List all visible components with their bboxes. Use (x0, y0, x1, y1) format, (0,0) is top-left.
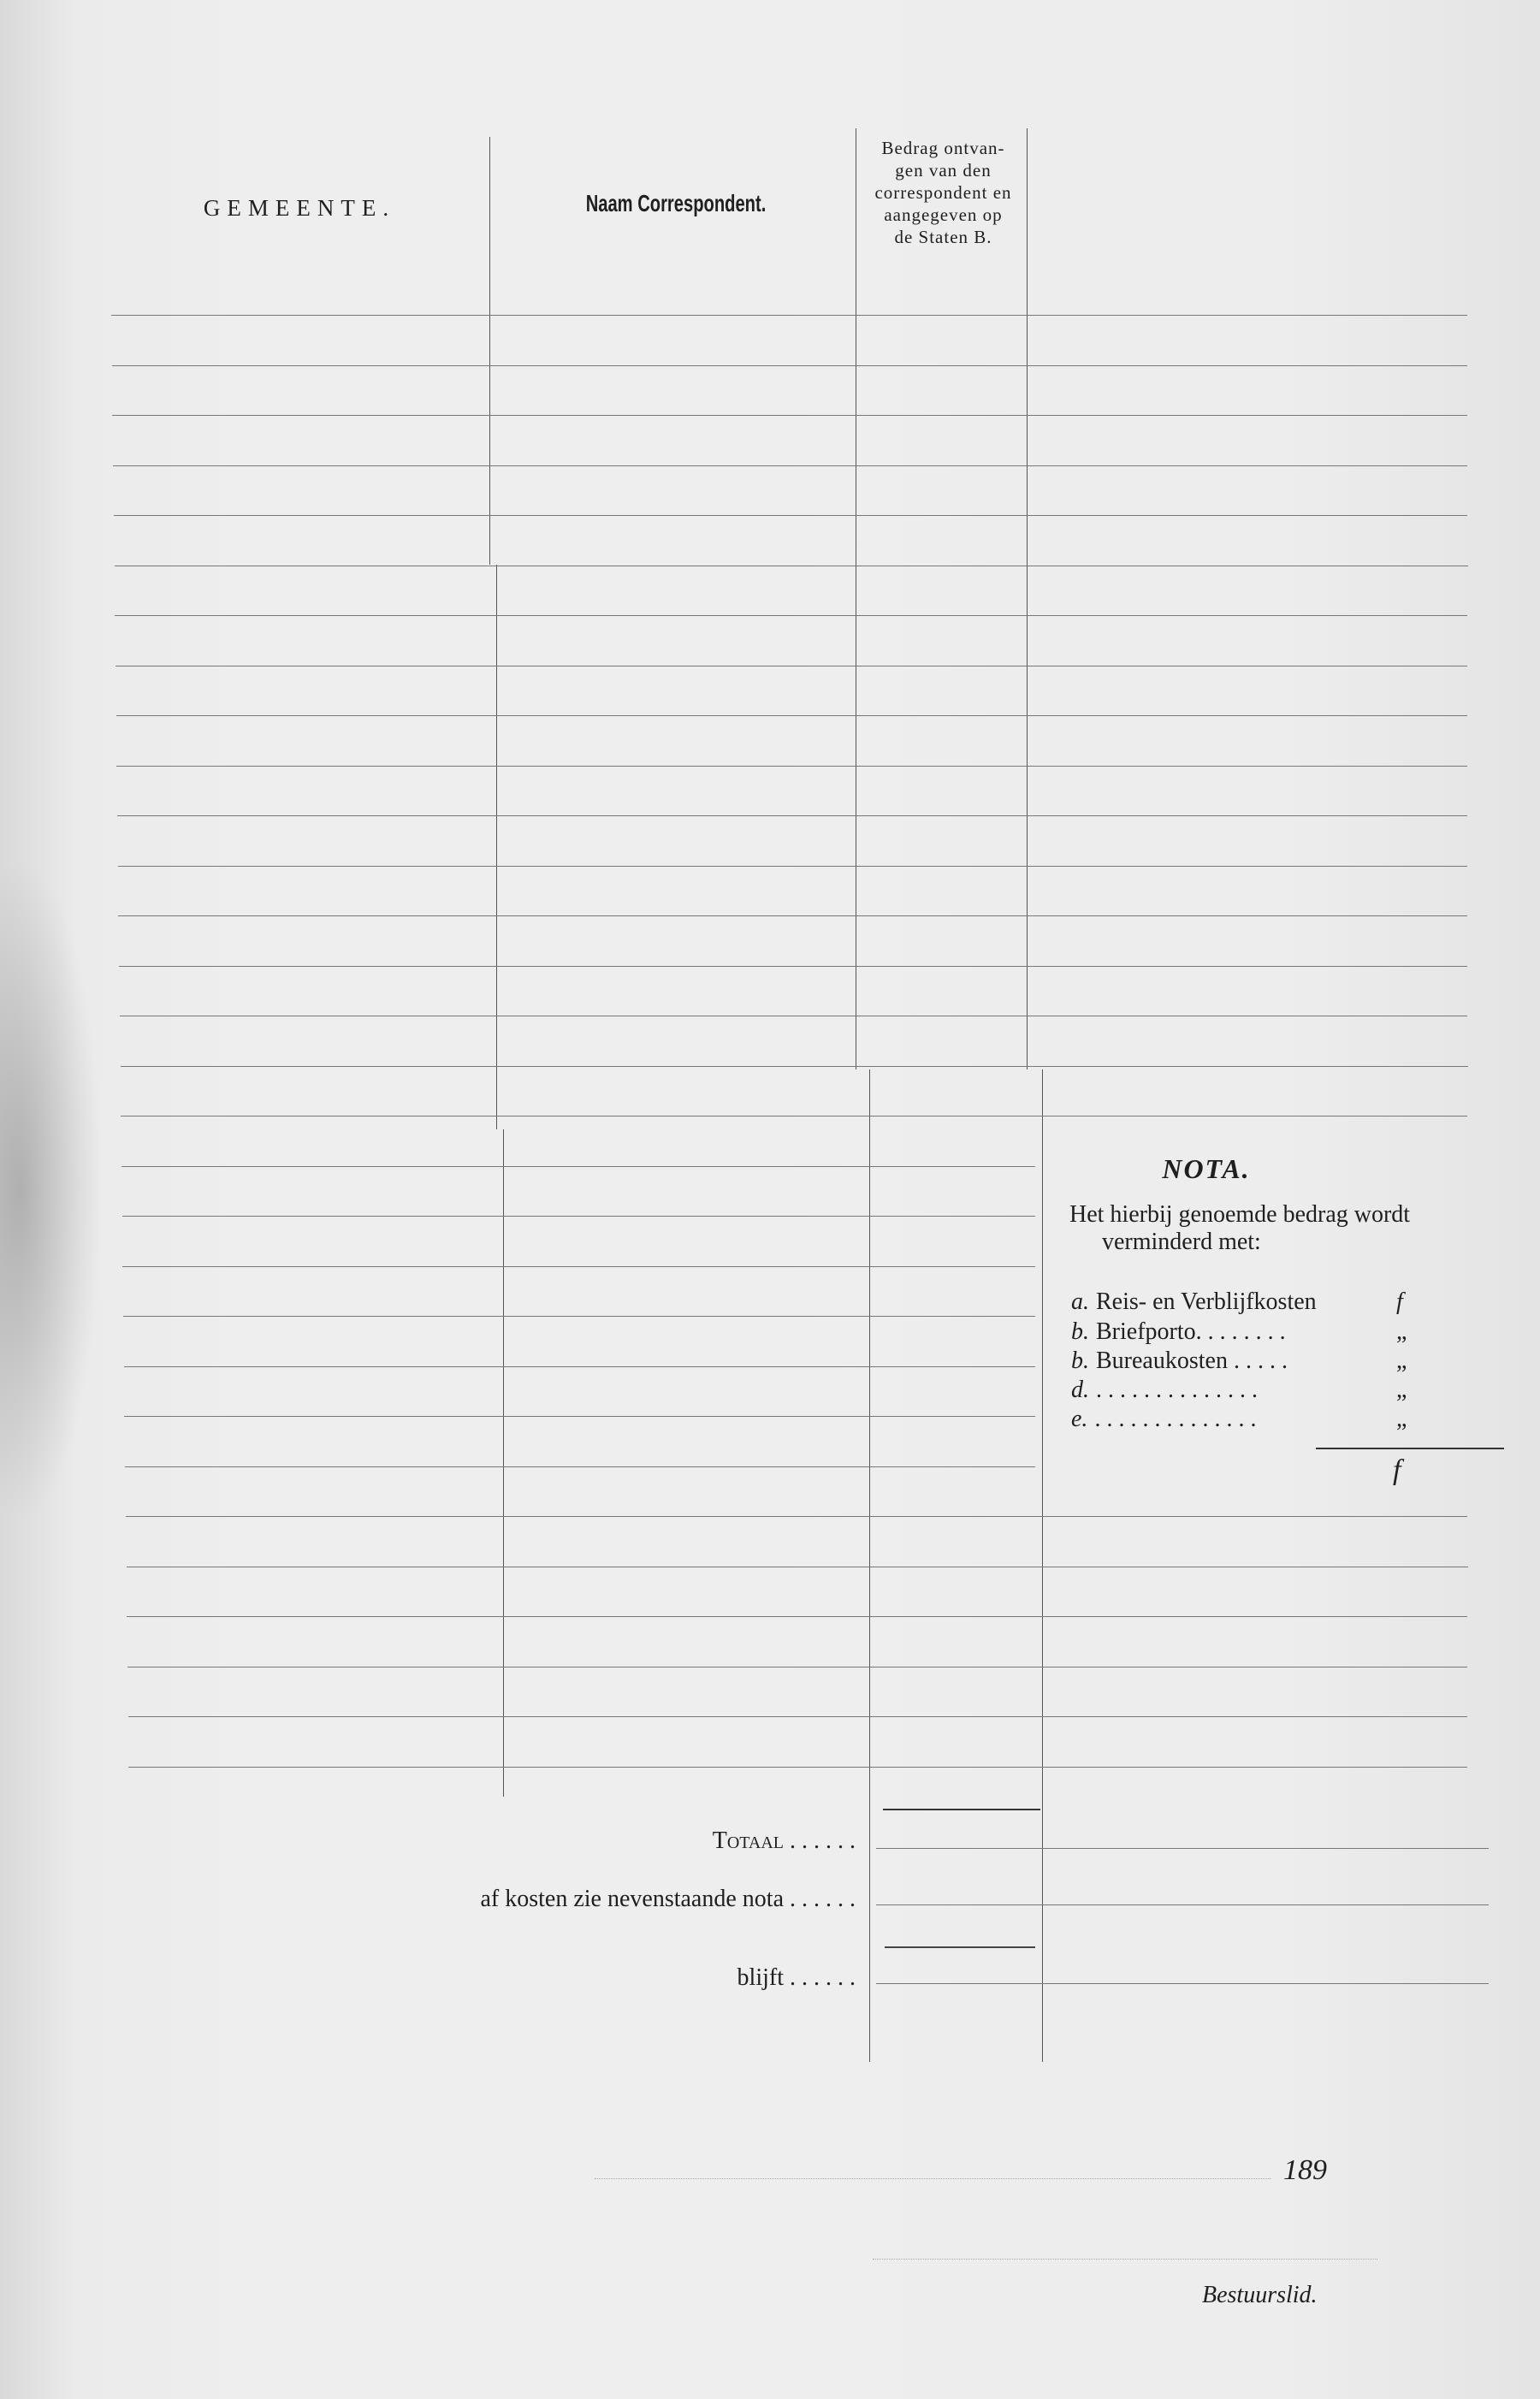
row-rule (111, 315, 1467, 316)
bedrag-header-line: gen van den (895, 160, 992, 181)
row-rule (113, 465, 1467, 466)
blijft-rule (885, 1946, 1035, 1948)
row-rule (115, 615, 1467, 616)
column-rule (489, 137, 490, 565)
nota-item (1071, 1377, 1413, 1404)
row-rule (119, 966, 1467, 967)
row-rule (116, 766, 1467, 767)
signature-dotted-line (595, 2178, 1270, 2179)
row-rule (122, 1216, 1035, 1217)
nota-item-letter: b. (1071, 1348, 1089, 1374)
row-rule (121, 1066, 1468, 1067)
nota-item-label: Reis- en Verblijfkosten (1096, 1288, 1317, 1315)
row-rule (124, 1366, 1035, 1367)
column-rule (869, 1069, 870, 2062)
nota-item-letter: d. (1071, 1377, 1089, 1403)
nota-text-line: verminderd met: (1102, 1229, 1261, 1255)
nota-item-letter: b. (1071, 1318, 1089, 1345)
nota-item-letter: a. (1071, 1288, 1089, 1315)
totaal-label: Totaal . . . . . . (712, 1827, 856, 1854)
nota-item-letter: e. (1071, 1406, 1088, 1432)
row-rule (112, 365, 1467, 366)
row-rule (876, 1904, 1489, 1905)
row-rule (124, 1416, 1035, 1417)
row-rule (118, 915, 1467, 916)
row-rule (122, 1266, 1035, 1267)
nota-item (1071, 1288, 1413, 1316)
column-header-bedrag (856, 137, 1031, 248)
bedrag-header-line: correspondent en (874, 182, 1012, 203)
row-rule (876, 1848, 1489, 1849)
nota-item-label: . . . . . . . . . . . . . . (1096, 1377, 1258, 1403)
column-rule (496, 565, 497, 1129)
nota-item-mark: „ (1396, 1406, 1407, 1432)
row-rule (118, 866, 1467, 867)
blijft-label: blijft . . . . . . (737, 1964, 856, 1991)
nota-item-label: Briefporto. . . . . . . . (1096, 1318, 1286, 1345)
column-header-gemeente: GEMEENTE. (203, 195, 396, 221)
column-rule (1027, 128, 1028, 1069)
nota-item-mark: „ (1396, 1377, 1407, 1403)
signature-dotted-line (873, 2259, 1377, 2260)
nota-item-mark: f (1396, 1288, 1403, 1315)
row-rule (128, 1767, 1467, 1768)
row-rule (114, 515, 1467, 516)
nota-item-mark: „ (1396, 1318, 1407, 1345)
row-rule (117, 815, 1467, 816)
nota-item-mark: „ (1396, 1348, 1407, 1374)
row-rule (126, 1516, 1467, 1517)
column-rule (503, 1129, 504, 1797)
row-rule (127, 1616, 1467, 1617)
bedrag-header-line: aangegeven op (884, 204, 1003, 225)
nota-item-label: Bureaukosten . . . . . (1096, 1348, 1288, 1374)
nota-text (1069, 1201, 1514, 1256)
bedrag-header-line: Bedrag ontvan- (881, 138, 1005, 158)
row-rule (121, 1116, 1467, 1117)
nota-item (1071, 1348, 1413, 1375)
row-rule (121, 1166, 1035, 1167)
row-rule (116, 715, 1467, 716)
row-rule (112, 415, 1467, 416)
row-rule (123, 1316, 1035, 1317)
column-header-naam-correspondent: Naam Correspondent. (585, 190, 767, 216)
page-number: 189 (1283, 2154, 1327, 2186)
af-kosten-label: af kosten zie nevenstaande nota . . . . . . (480, 1886, 856, 1912)
nota-item (1071, 1318, 1413, 1346)
nota-sum-rule (1316, 1448, 1504, 1449)
signature-label: Bestuurslid. (1202, 2282, 1318, 2308)
paper-stain (0, 856, 103, 1523)
column-rule (1042, 1069, 1043, 2062)
bedrag-header-line: de Staten B. (894, 227, 992, 247)
nota-text-line: Het hierbij genoemde bedrag wordt (1069, 1201, 1411, 1228)
row-rule (125, 1466, 1035, 1467)
nota-item (1071, 1406, 1413, 1433)
row-rule (876, 1983, 1489, 1984)
row-rule (128, 1716, 1467, 1717)
totaal-rule (883, 1809, 1040, 1810)
nota-total-mark: f (1393, 1454, 1401, 1486)
nota-item-label: . . . . . . . . . . . . . . (1094, 1406, 1257, 1432)
nota-title: NOTA. (1162, 1153, 1251, 1184)
